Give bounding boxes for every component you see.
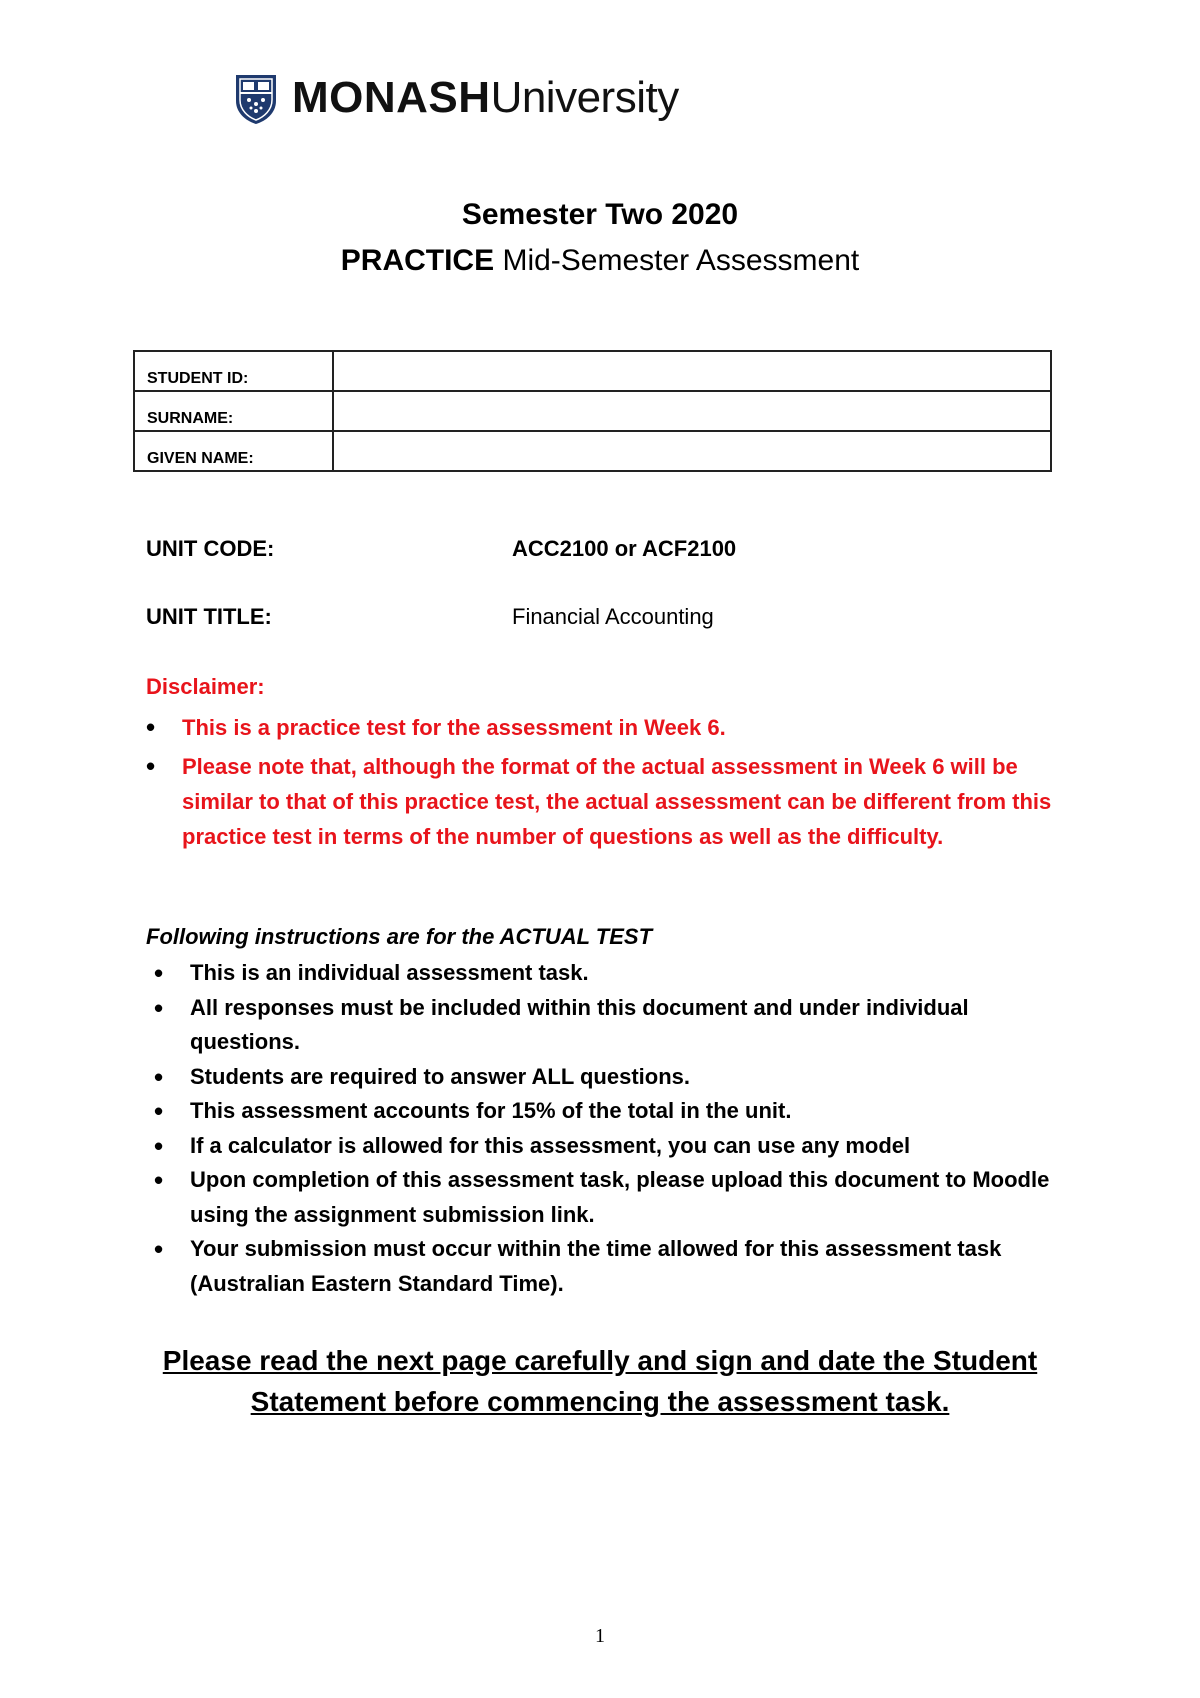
list-item: • This assessment accounts for 15% of the total in the unit.: [154, 1094, 1074, 1129]
list-item: • This is an individual assessment task.: [154, 956, 1074, 991]
semester-title: Semester Two 2020: [461, 198, 739, 231]
list-item: • Your submission must occur within the time allowed for this assessment task (Australian Eastern Standard Time).: [154, 1232, 1074, 1301]
closing-notice: [0, 1340, 1200, 1422]
surname-label: SURNAME:: [134, 391, 333, 431]
unit-code-value: ACC2100 or ACF2100: [512, 536, 737, 561]
table-row: [134, 351, 1051, 391]
student-details-table: [133, 350, 1052, 472]
given-name-field[interactable]: [333, 431, 1051, 471]
instructions-list: [154, 956, 1074, 1301]
assessment-type: Mid-Semester Assessment: [502, 244, 860, 277]
monash-logo: [232, 70, 679, 126]
list-item: • All responses must be included within this document and under individual questions.: [154, 991, 1074, 1060]
list-item: • Please note that, although the format of the actual assessment in Week 6 will be similar to that of this practice test, the actual assessment can be different from this practice test in terms of the number of questions as well as the difficulty.: [146, 749, 1066, 854]
disclaimer-list: [146, 710, 1066, 858]
table-row: [134, 391, 1051, 431]
list-item: • Upon completion of this assessment task, please upload this document to Moodle using the assignment submission link.: [154, 1163, 1074, 1232]
unit-code-label: UNIT CODE:: [146, 536, 275, 561]
closing-line-1: Please read the next page carefully and sign and date the Student: [162, 1345, 1038, 1376]
unit-title-value: Financial Accounting: [512, 604, 714, 629]
student-id-field[interactable]: [333, 351, 1051, 391]
student-id-label: STUDENT ID:: [134, 351, 333, 391]
list-item: • This is a practice test for the assessment in Week 6.: [146, 710, 1066, 745]
disclaimer-heading: Disclaimer:: [146, 674, 265, 699]
logo-monash: MONASH: [292, 73, 491, 122]
logo-university: University: [490, 73, 679, 122]
given-name-label: GIVEN NAME:: [134, 431, 333, 471]
list-item: • If a calculator is allowed for this assessment, you can use any model: [154, 1129, 1074, 1164]
closing-line-2: Statement before commencing the assessment task.: [250, 1386, 950, 1417]
practice-label: PRACTICE: [340, 244, 495, 277]
unit-title-label: UNIT TITLE:: [146, 604, 272, 629]
surname-field[interactable]: [333, 391, 1051, 431]
page-number: 1: [595, 1625, 605, 1647]
list-item: • Students are required to answer ALL questions.: [154, 1060, 1074, 1095]
table-row: [134, 431, 1051, 471]
logo-wordmark: [292, 73, 679, 122]
instructions-heading: Following instructions are for the ACTUAL TEST: [146, 924, 653, 949]
monash-crest-icon: [232, 71, 280, 125]
assessment-title: [0, 244, 1200, 278]
